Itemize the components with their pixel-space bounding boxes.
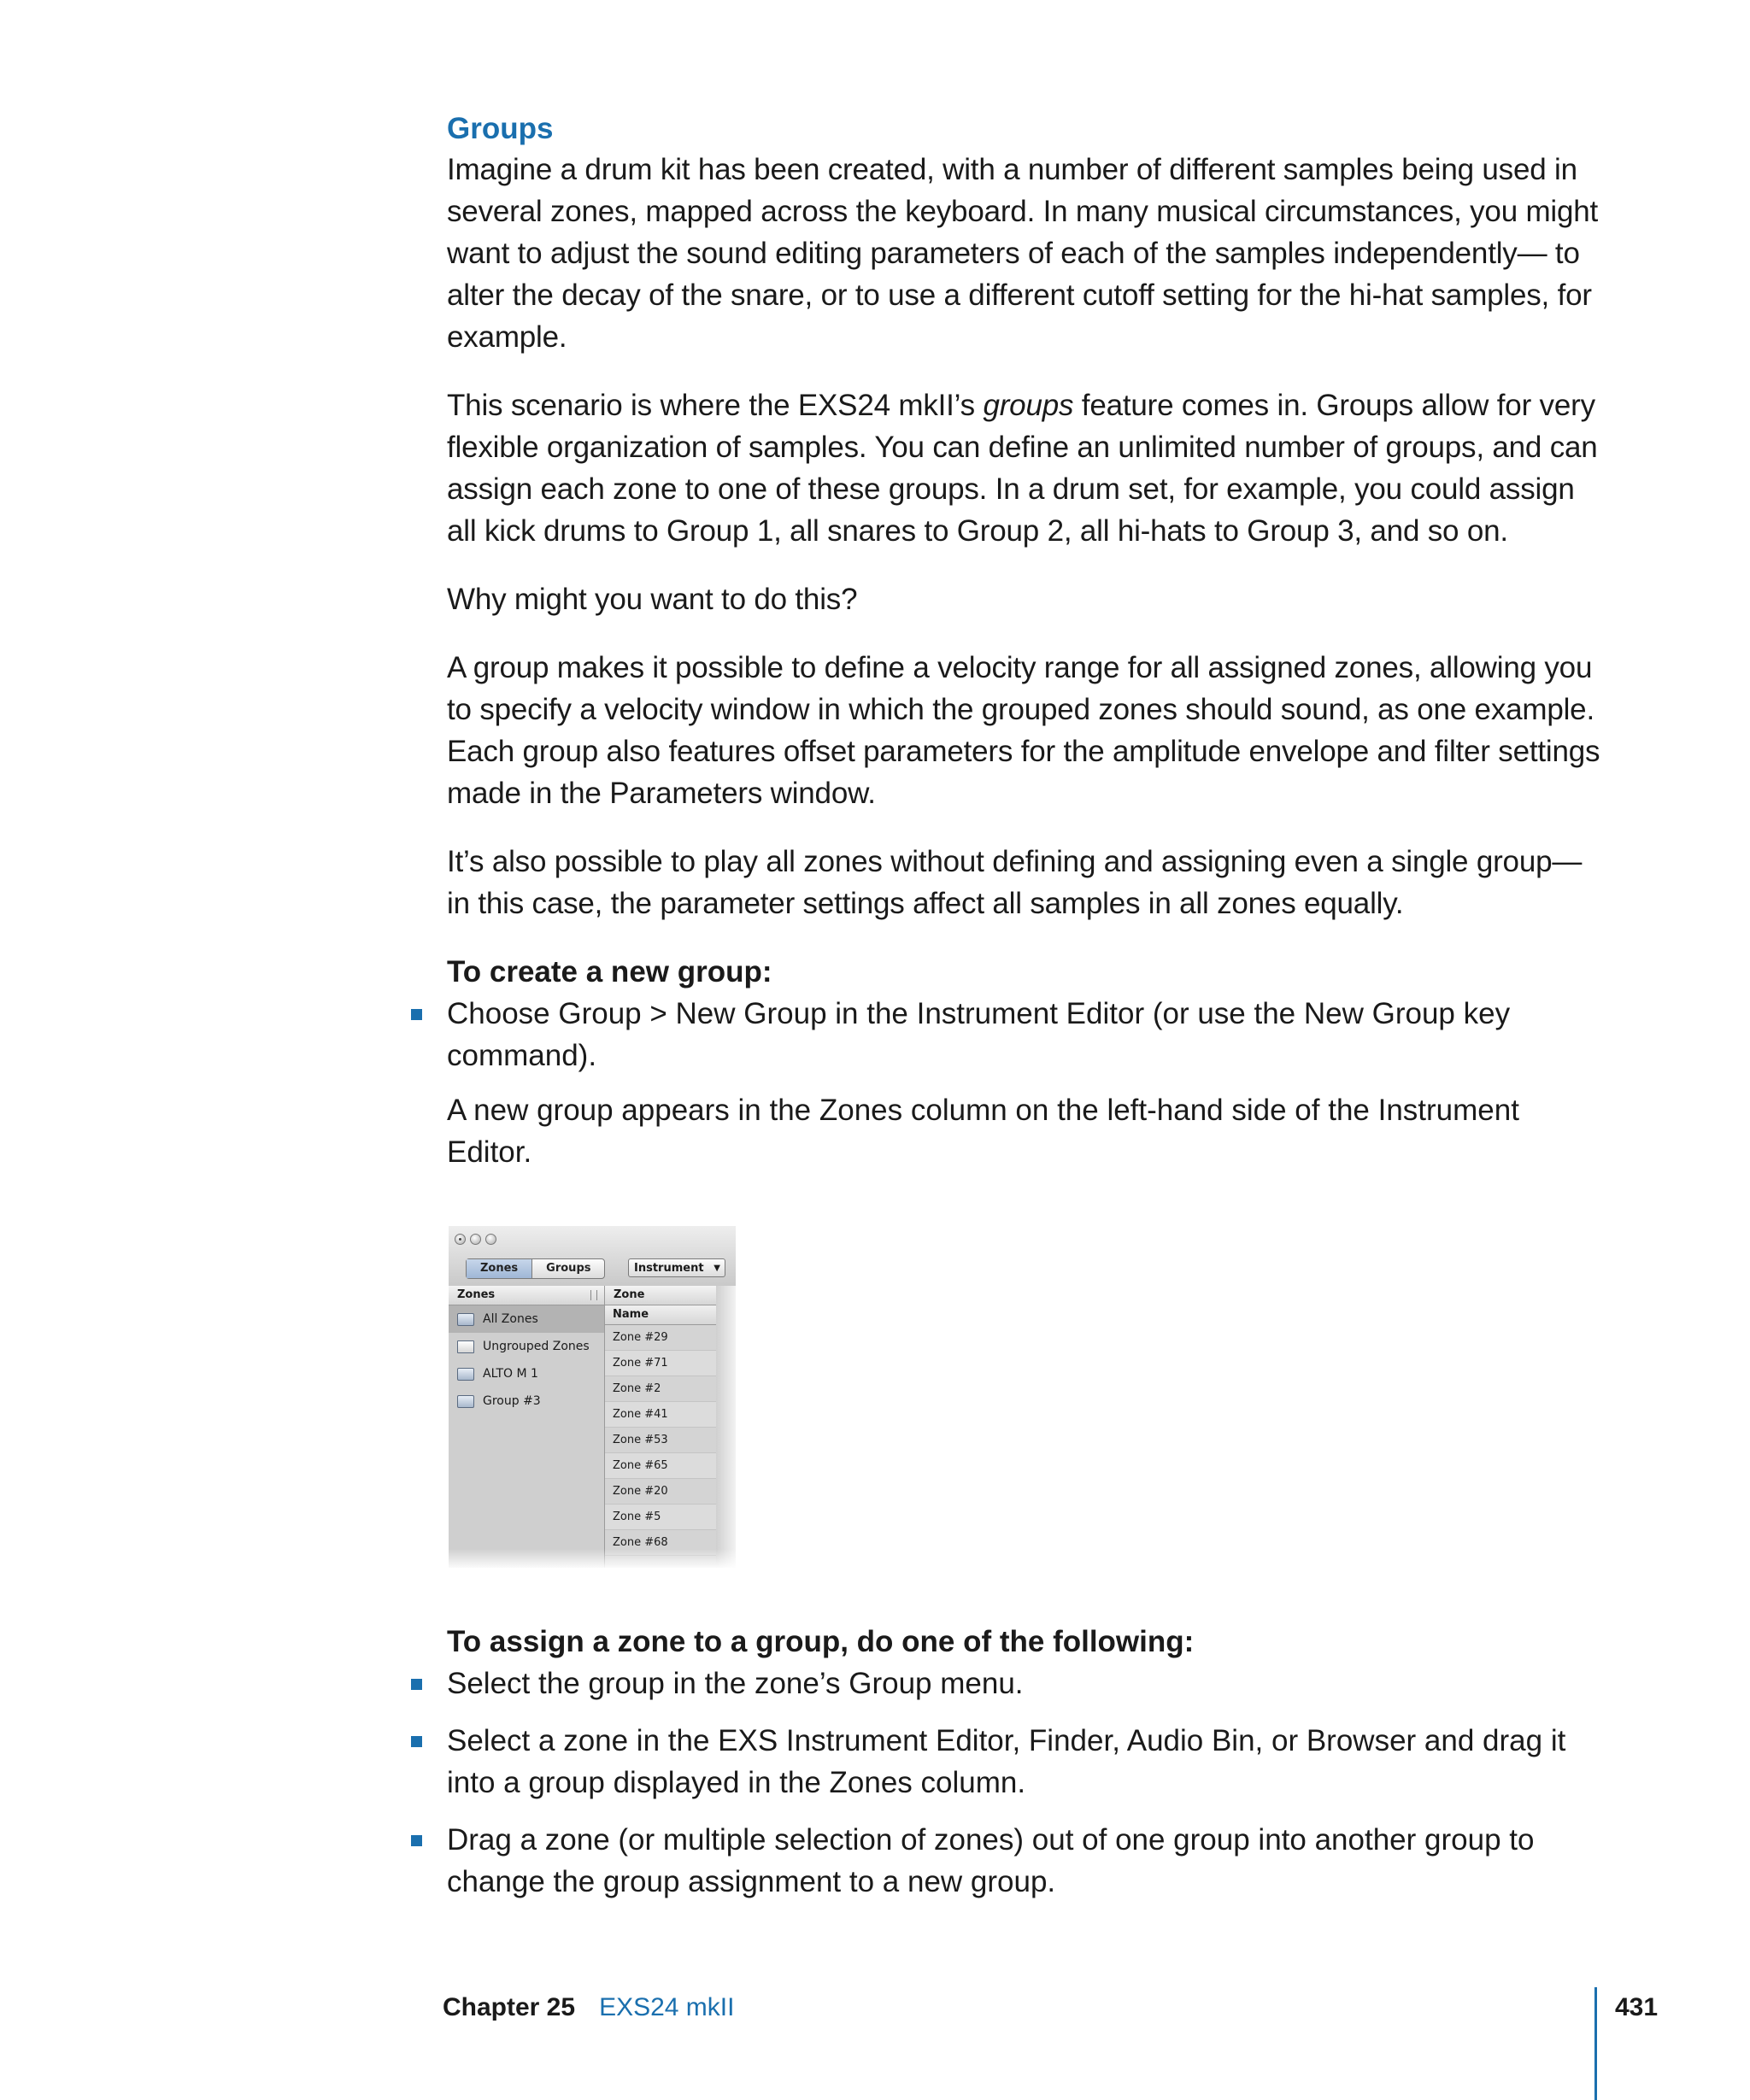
zone-row[interactable]: Zone #53 [605,1428,716,1453]
close-window-icon[interactable] [455,1234,466,1245]
task-create-group-title: To create a new group: [447,955,772,988]
view-tabs [466,1258,605,1279]
zones-column-title: Zones [457,1288,496,1301]
group-folder-icon [457,1368,474,1381]
task-assign-zone-option [447,1663,1600,1704]
zone-row[interactable]: Zone #29 [605,1325,716,1351]
bullet-square-icon [411,1835,422,1846]
window-titlebar [449,1226,736,1287]
zone-item-all-zones[interactable] [449,1305,604,1333]
zone-item-alto-m1[interactable] [449,1360,604,1387]
zones-column [449,1286,605,1568]
tab-zones[interactable]: Zones [467,1259,532,1278]
ungrouped-zones-icon [457,1340,474,1353]
instrument-menu[interactable] [628,1258,725,1277]
zone-row[interactable]: Zone #71 [605,1351,716,1376]
task-create-group-step [447,993,1600,1076]
page-content [447,109,1600,1915]
dropdown-arrow-icon: ▼ [714,1264,720,1273]
task-assign-zone-option [447,1819,1600,1903]
task-assign-zone-option-text: Drag a zone (or multiple selection of zones) out of one group into another group to change the group assignment to a new group. [447,1823,1535,1898]
page-number: 431 [1615,1993,1659,2021]
paragraph-scenario-part1: This scenario is where the EXS24 mkII’s [447,389,984,422]
zoom-window-icon[interactable] [485,1234,496,1245]
footer-divider [1594,1987,1597,2100]
zone-row[interactable]: Zone #2 [605,1376,716,1402]
column-resize-handle[interactable] [590,1290,597,1300]
bullet-square-icon [411,1009,422,1020]
zone-row[interactable]: Zone #68 [605,1530,716,1556]
zone-item-label: All Zones [483,1312,538,1326]
task-create-group-result: A new group appears in the Zones column on the left-hand side of the Instrument Editor. [447,1094,1519,1169]
zone-item-label: ALTO M 1 [483,1367,538,1381]
paragraph-intro: Imagine a drum kit has been created, with a number of different samples being used in several zones, mapped across the keyboard. In many musical circumstances, you might want to adjust the sound editing parameters of each of the samples independently— to alter the decay of the snare, or to use a different cutoff setting for the hi-hat samples, for example. [447,153,1599,354]
paragraph-no-group: It’s also possible to play all zones without defining and assigning even a single group— in this case, the parameter settings affect all samples in all zones equally. [447,845,1583,920]
zone-item-label: Group #3 [483,1394,541,1408]
zones-folder-icon [457,1313,474,1326]
zones-column-header [449,1286,604,1305]
screenshot-fade [449,1549,736,1568]
zone-row[interactable]: Zone #65 [605,1453,716,1479]
paragraph-scenario [447,384,1600,552]
instrument-editor-screenshot [449,1226,736,1568]
page-footer [443,1991,734,2025]
task-assign-zone-title: To assign a zone to a group, do one of the following: [447,1625,1195,1658]
task-assign-zone-option-text: Select the group in the zone’s Group menu. [447,1667,1024,1700]
tab-groups[interactable]: Groups [546,1262,591,1275]
task-assign-zone-option [447,1720,1600,1804]
zone-row[interactable]: Zone #41 [605,1402,716,1428]
paragraph-scenario-part2: feature comes in. Groups allow for very flexible organization of samples. You can define an unlimited number of groups, and can assign each zone to one of these groups. In a drum set, for example, you could assign all kick drums to Group 1, all snares to Group 2, all hi-hats to Group 3, and so on. [447,389,1598,548]
paragraph-question: Why might you want to do this? [447,583,858,616]
paragraph-velocity: A group makes it possible to define a velocity range for all assigned zones, allowing you to specify a velocity window in which the grouped zones should sound, as one example. Each group also features offset parameters for the amplitude envelope and filter settings made in the Parameters window. [447,651,1600,810]
vertical-scrollbar[interactable] [716,1286,736,1568]
zone-item-ungrouped[interactable] [449,1333,604,1360]
zone-item-label: Ungrouped Zones [483,1340,590,1353]
footer-chapter-title[interactable]: EXS24 mkII [599,1993,735,2021]
section-heading: Groups [447,112,554,145]
zone-row[interactable]: Zone #5 [605,1505,716,1530]
zone-list [605,1286,716,1568]
bullet-square-icon [411,1679,422,1690]
group-folder-icon [457,1395,474,1408]
bullet-square-icon [411,1736,422,1747]
paragraph-scenario-groups: groups [983,389,1074,422]
name-column-header[interactable]: Name [605,1305,716,1325]
zone-item-group-3[interactable] [449,1387,604,1415]
zone-column-header: Zone [605,1286,716,1305]
task-create-group-step-text: Choose Group > New Group in the Instrument Editor (or use the New Group key command). [447,997,1511,1072]
instrument-menu-label: Instrument [634,1262,704,1275]
zone-row[interactable]: Zone #20 [605,1479,716,1505]
task-assign-zone-option-text: Select a zone in the EXS Instrument Editor, Finder, Audio Bin, or Browser and drag it into a group displayed in the Zones column. [447,1724,1566,1799]
minimize-window-icon[interactable] [470,1234,481,1245]
footer-chapter: Chapter 25 [443,1993,576,2021]
